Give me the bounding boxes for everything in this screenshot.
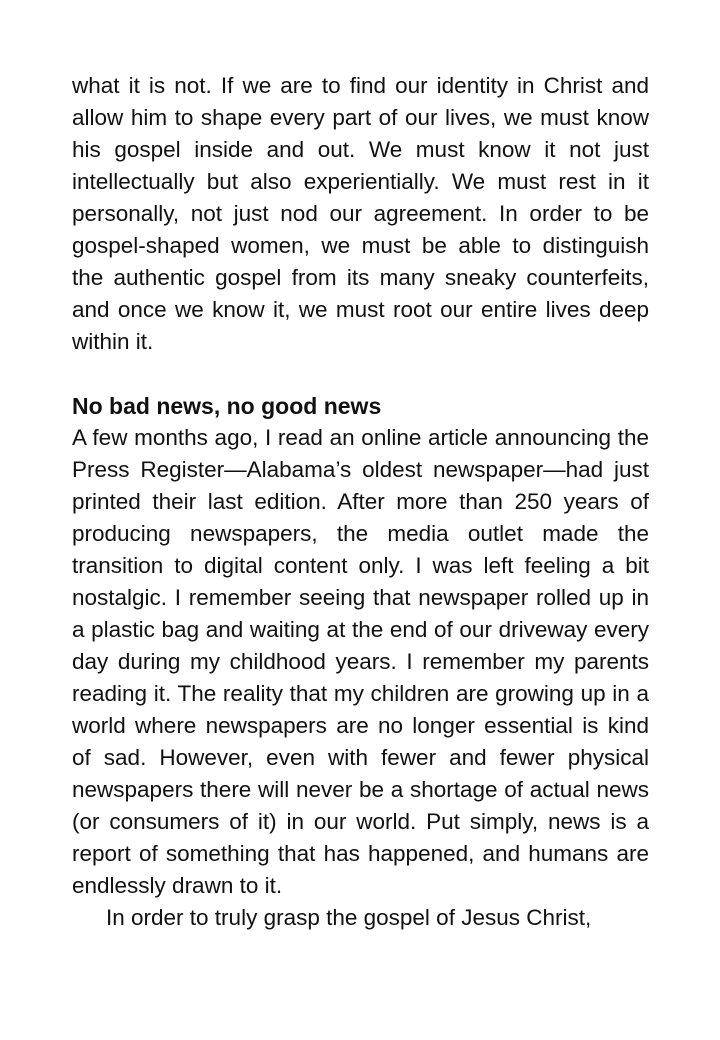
paragraph-closing: In order to truly grasp the gospel of Jesus Christ, (106, 905, 592, 930)
page-body (72, 70, 649, 934)
paragraph-newspaper: A few months ago, I read an online article announcing the Press Register—Alabama’s oldest newspaper—had just printed their last edition. After more than 250 years of producing newspapers, the media outlet made the transition to digital content only. I was left feeling a bit nostalgic. I remember seeing that newspaper rolled up in a plastic bag and waiting at the end of our driveway every day during my childhood years. I remember my parents reading it. The reality that my children are growing up in a world where newspapers are no longer essential is kind of sad. However, even with fewer and fewer physical newspapers there will never be a shortage of actual news (or consumers of it) in our world. Put simply, news is a report of something that has happened, and humans are endlessly drawn to it. (72, 425, 649, 898)
paragraph-opening: what it is not. If we are to find our identity in Christ and allow him to shape every part of our lives, we must know his gospel inside and out. We must know it not just intellectually but also experientially. We must rest in it personally, not just nod our agreement. In order to be gospel-shaped women, we must be able to distinguish the authentic gospel from its many sneaky counterfeits, and once we know it, we must root our entire lives deep within it. (72, 73, 649, 354)
paragraph-spacer (72, 358, 649, 390)
section-heading: No bad news, no good news (72, 393, 382, 419)
